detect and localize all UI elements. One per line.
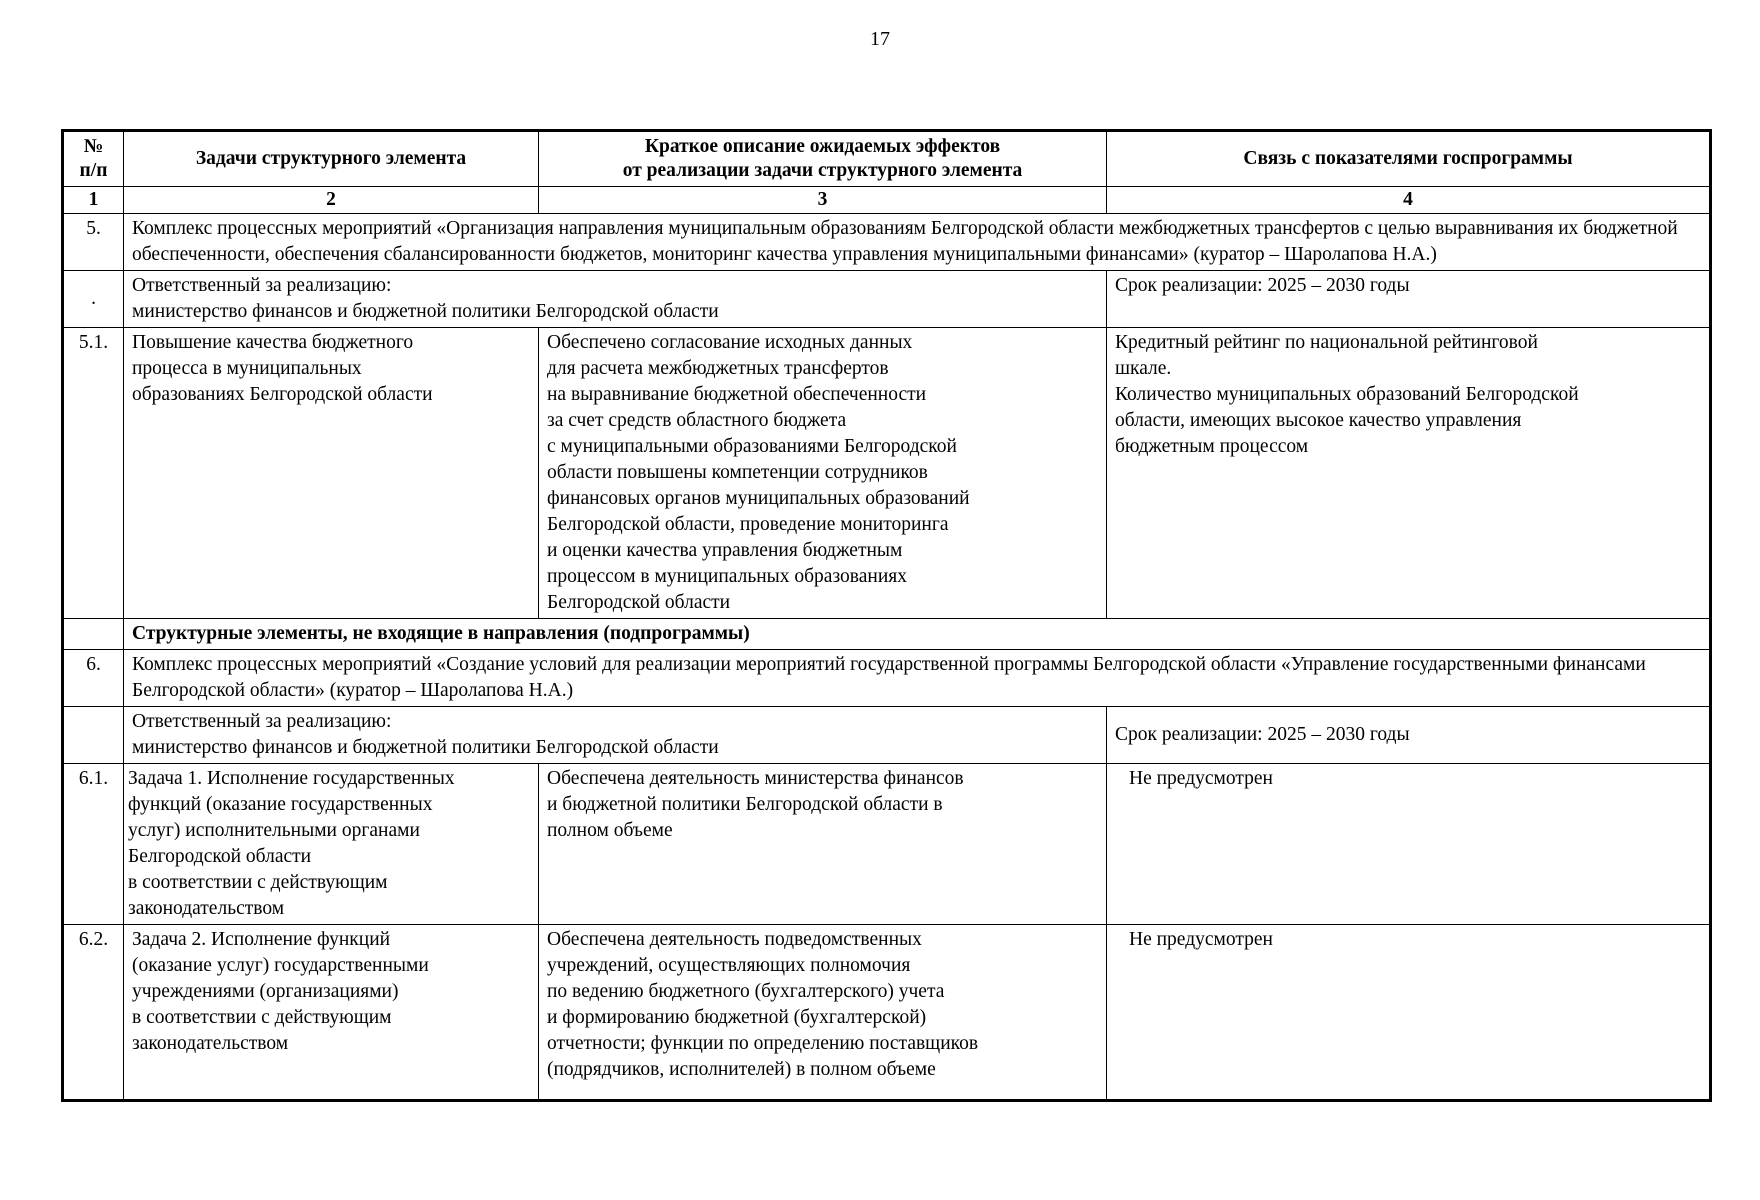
section-6-title-row (64, 650, 1710, 707)
section-5-responsible: Ответственный за реализацию: министерство финансов и бюджетной политики Белгородской области (124, 271, 1107, 328)
section-6-term: Срок реализации: 2025 – 2030 годы (1107, 707, 1710, 764)
header-col-link: Связь с показателями госпрограммы (1107, 132, 1710, 187)
row-number: 5.1. (64, 328, 124, 619)
page-number: 17 (870, 28, 890, 50)
program-table (63, 131, 1710, 1100)
table-row (64, 328, 1710, 619)
row-number: 5. (64, 214, 124, 271)
column-number-4: 4 (1107, 187, 1710, 214)
empty-cell (64, 707, 124, 764)
section-5-term: Срок реализации: 2025 – 2030 годы (1107, 271, 1710, 328)
section-5-responsible-row (64, 271, 1710, 328)
row-number: 6.1. (64, 764, 124, 925)
section-5-title: Комплекс процессных мероприятий «Организация направления муниципальным образованиям Белгородской области межбюджетных трансфертов с целью выравнивания их бюджетной обеспеченности, обеспечения сбалансированности бюджетов, мониторинг качества управления муниципальными финансами» (куратор – Шаролапова Н.А.) (124, 214, 1710, 271)
row-number: . (64, 271, 124, 328)
table-header-row (64, 132, 1710, 187)
task-cell: Задача 2. Исполнение функций (оказание услуг) государственными учреждениями (организациями) в соответствии с действующим законодательством (124, 925, 539, 1100)
effect-cell: Обеспечена деятельность подведомственных учреждений, осуществляющих полномочия по ведению бюджетного (бухгалтерского) учета и формированию бюджетной (бухгалтерской) отчетности; функции по определению поставщиков (подрядчиков, исполнителей) в полном объеме (539, 925, 1107, 1100)
task-cell: Повышение качества бюджетного процесса в муниципальных образованиях Белгородской области (124, 328, 539, 619)
row-number: 6.2. (64, 925, 124, 1100)
table-row (64, 764, 1710, 925)
row-number: 6. (64, 650, 124, 707)
indicator-link-cell: Кредитный рейтинг по национальной рейтинговой шкале. Количество муниципальных образований Белгородской области, имеющих высокое качество управления бюджетным процессом (1107, 328, 1710, 619)
header-col-tasks: Задачи структурного элемента (124, 132, 539, 187)
section-6-responsible-row (64, 707, 1710, 764)
empty-cell (64, 619, 124, 650)
section-6-title: Комплекс процессных мероприятий «Создание условий для реализации мероприятий государственной программы Белгородской области «Управление государственными финансами Белгородской области» (куратор – Шаролапова Н.А.) (124, 650, 1710, 707)
effect-cell: Обеспечено согласование исходных данных для расчета межбюджетных трансфертов на выравнивание бюджетной обеспеченности за счет средств областного бюджета с муниципальными образованиями Белгородской области повышены компетенции сотрудников финансовых органов муниципальных образований Белгородской области, проведение мониторинга и оценки качества управления бюджетным процессом в муниципальных образованиях Белгородской области (539, 328, 1107, 619)
section-5-title-row (64, 214, 1710, 271)
indicator-link-cell: Не предусмотрен (1107, 925, 1710, 1100)
header-col-number: № п/п (64, 132, 124, 187)
table-row (64, 925, 1710, 1100)
header-col-effects: Краткое описание ожидаемых эффектов от реализации задачи структурного элемента (539, 132, 1107, 187)
column-numbers-row (64, 187, 1710, 214)
subheading-row (64, 619, 1710, 650)
subheading: Структурные элементы, не входящие в направления (подпрограммы) (124, 619, 1710, 650)
column-number-1: 1 (64, 187, 124, 214)
column-number-3: 3 (539, 187, 1107, 214)
task-cell: Задача 1. Исполнение государственных функций (оказание государственных услуг) исполнительными органами Белгородской области в соответствии с действующим законодательством (124, 764, 539, 925)
effect-cell: Обеспечена деятельность министерства финансов и бюджетной политики Белгородской области в полном объеме (539, 764, 1107, 925)
column-number-2: 2 (124, 187, 539, 214)
section-6-responsible: Ответственный за реализацию: министерство финансов и бюджетной политики Белгородской области (124, 707, 1107, 764)
indicator-link-cell: Не предусмотрен (1107, 764, 1710, 925)
